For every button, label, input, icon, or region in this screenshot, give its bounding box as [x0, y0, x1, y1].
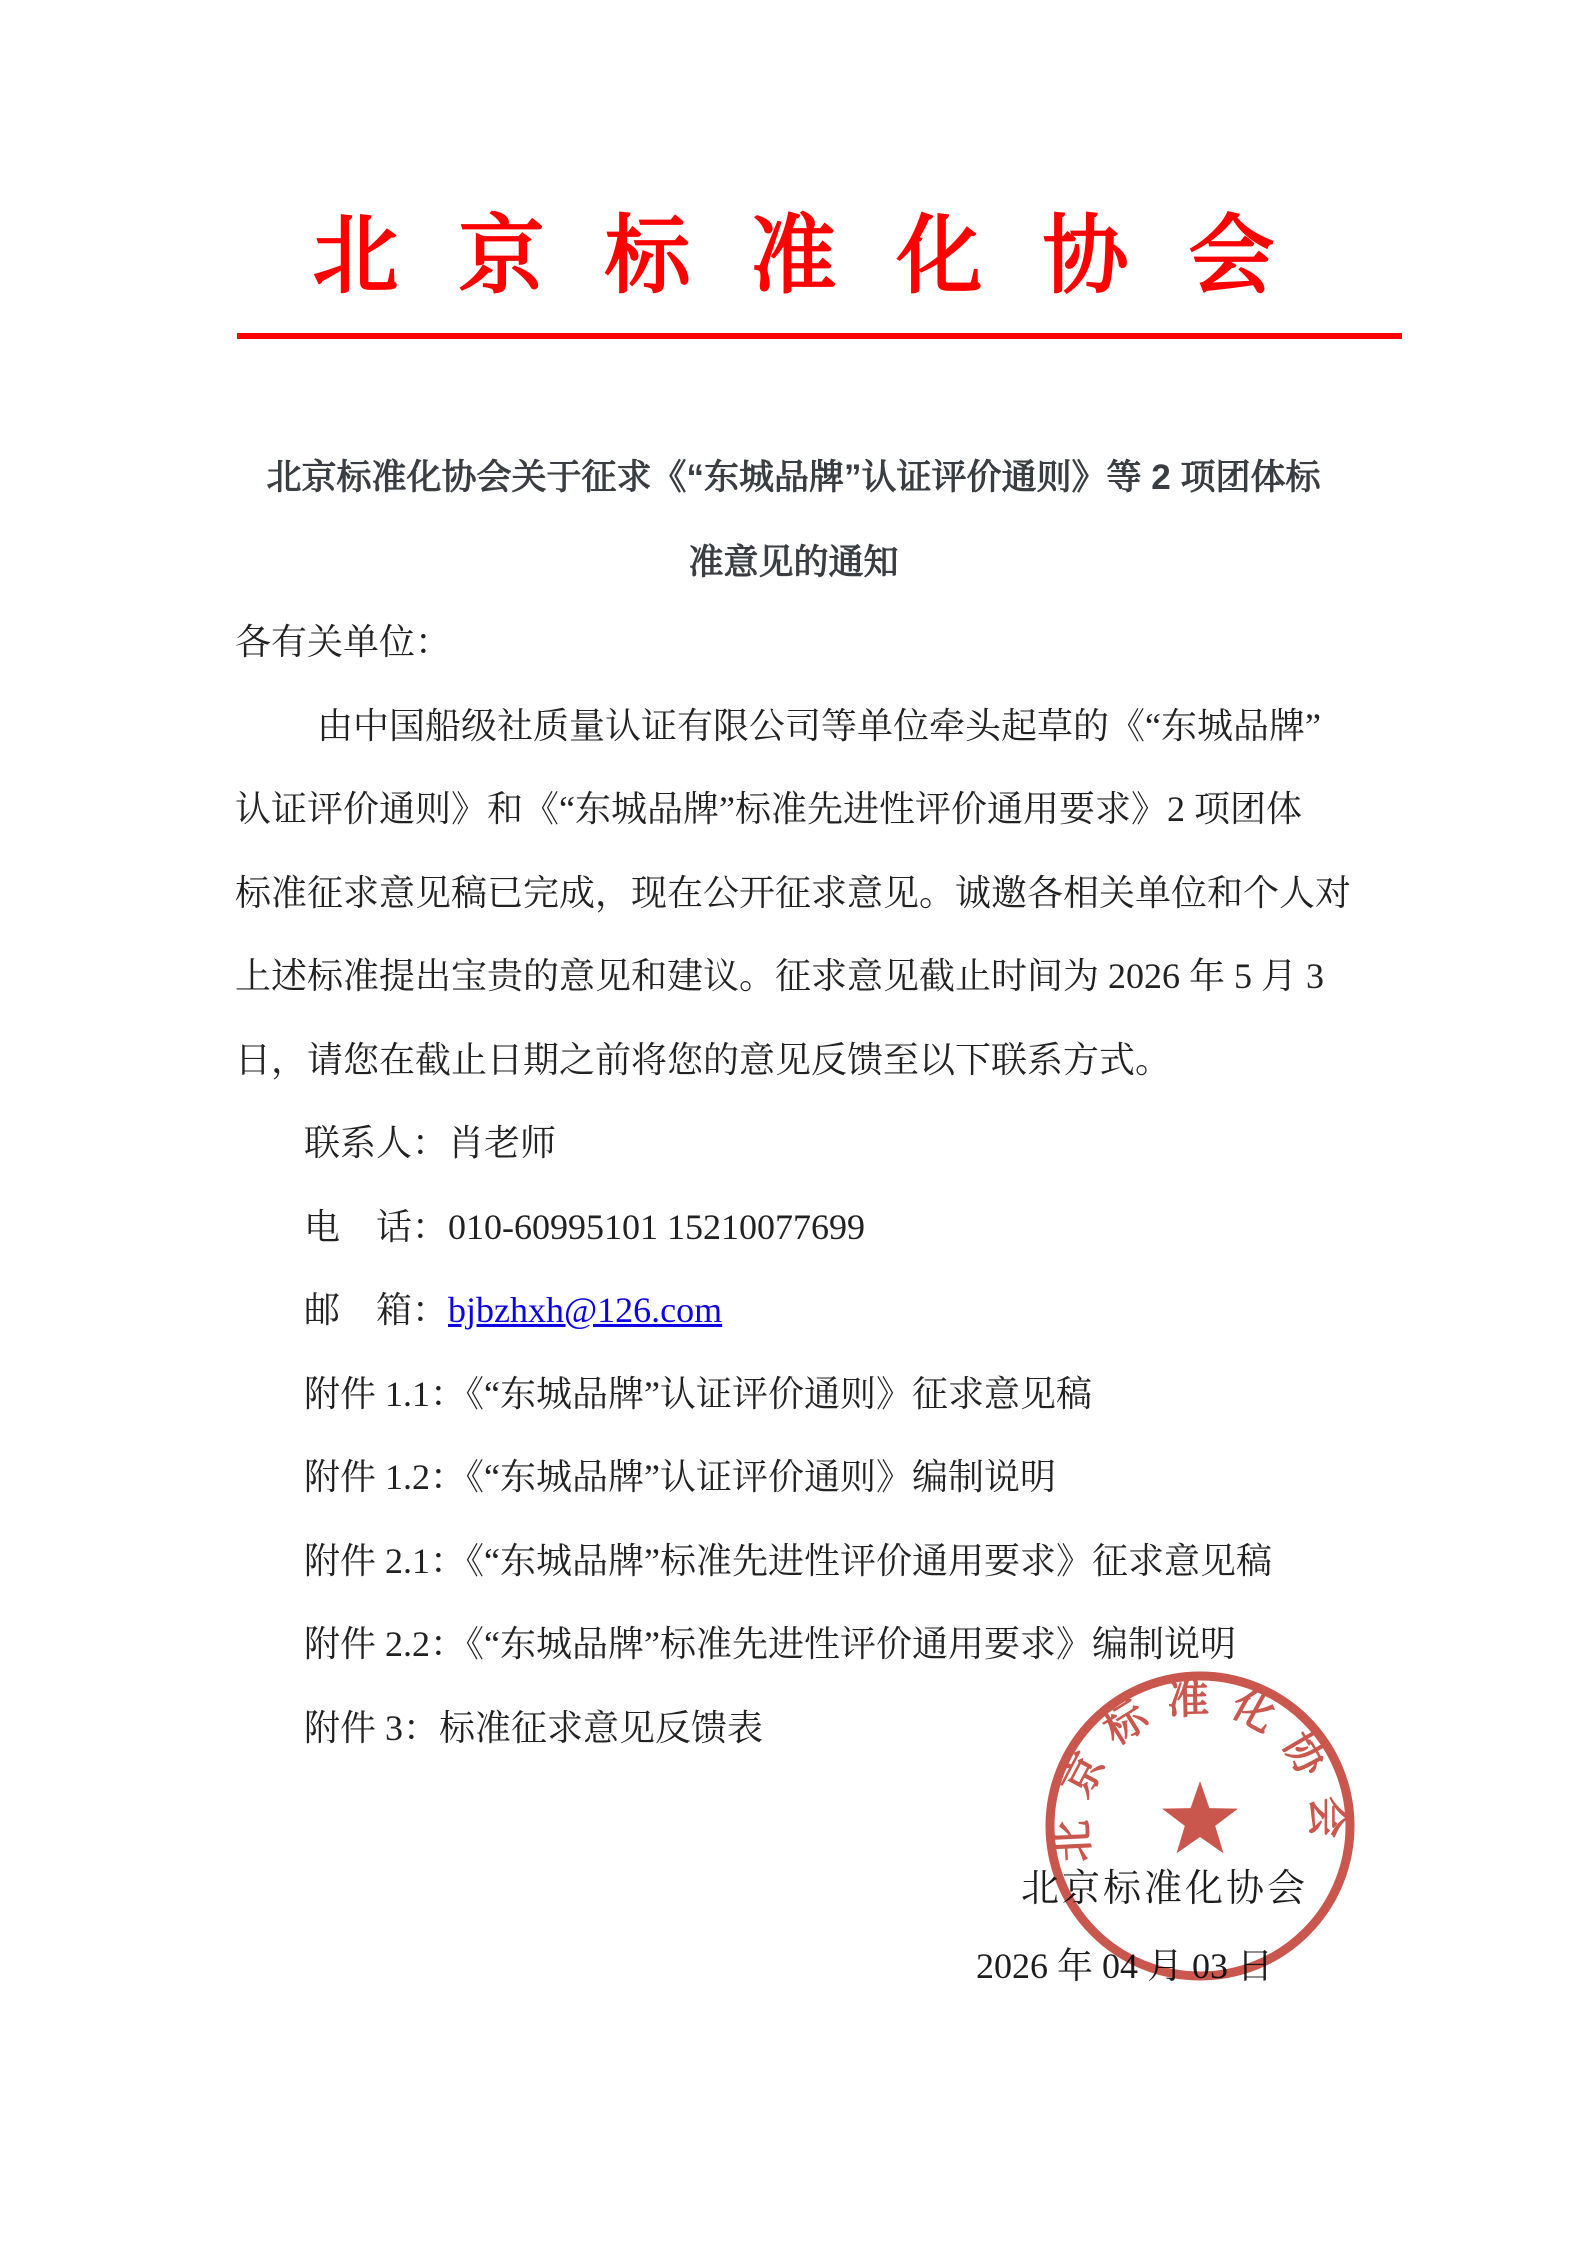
contact-phone-row [235, 1186, 1355, 1270]
document-title-line-1: 北京标准化协会关于征求《“东城品牌”认证评价通则》等 2 项团体标 [266, 458, 1321, 497]
contact-phone-label: 电 话： [304, 1206, 449, 1247]
contact-person-value: 肖老师 [448, 1123, 557, 1163]
email-link[interactable]: bjbzhxh@126.com [448, 1290, 723, 1330]
attachment-line: 附件 1.1：《“东城品牌”认证评价通则》征求意见稿 [304, 1373, 1092, 1414]
signature-date: 2026 年 04 月 03 日 [976, 1946, 1274, 1986]
document-title [235, 435, 1352, 605]
paragraph-line: 由中国船级社质量认证有限公司等单位牵头起草的《“东城品牌” [317, 705, 1321, 746]
paragraph-line: 上述标准提出宝贵的意见和建议。征求意见截止时间为 2026 年 5 月 3 [235, 956, 1325, 996]
attachment-line: 附件 3：标准征求意见反馈表 [304, 1707, 764, 1748]
contact-email-label: 邮 箱： [304, 1290, 449, 1330]
attachment-line: 附件 2.2：《“东城品牌”标准先进性评价通用要求》编制说明 [304, 1624, 1236, 1664]
paragraph-line: 日，请您在截止日期之前将您的意见反馈至以下联系方式。 [235, 1039, 1172, 1080]
paragraph-line: 认证评价通则》和《“东城品牌”标准先进性评价通用要求》2 项团体 [235, 789, 1302, 829]
attachment-line: 附件 2.1：《“东城品牌”标准先进性评价通用要求》征求意见稿 [304, 1540, 1272, 1581]
seal-arc-text: 北京标准化协会 [1046, 1673, 1353, 1864]
document-body [235, 601, 1355, 1770]
contact-person-label: 联系人： [304, 1123, 449, 1163]
document-title-line-2: 准意见的通知 [688, 543, 899, 582]
attachment-line: 附件 1.2：《“东城品牌”认证评价通则》编制说明 [304, 1457, 1056, 1497]
contact-person-row [235, 1102, 1355, 1186]
paragraph-line: 标准征求意见稿已完成，现在公开征求意见。诚邀各相关单位和个人对 [235, 872, 1352, 913]
signature-org-name: 北京标准化协会 [1021, 1868, 1309, 1910]
contact-email-row [235, 1269, 1355, 1353]
salutation: 各有关单位： [235, 622, 452, 662]
star-icon [1162, 1781, 1238, 1853]
letterhead-divider-line [237, 333, 1402, 339]
contact-phone-value: 010-60995101 15210077699 [448, 1206, 866, 1247]
letterhead-org-name: 北京标准化协会 [312, 205, 1335, 306]
